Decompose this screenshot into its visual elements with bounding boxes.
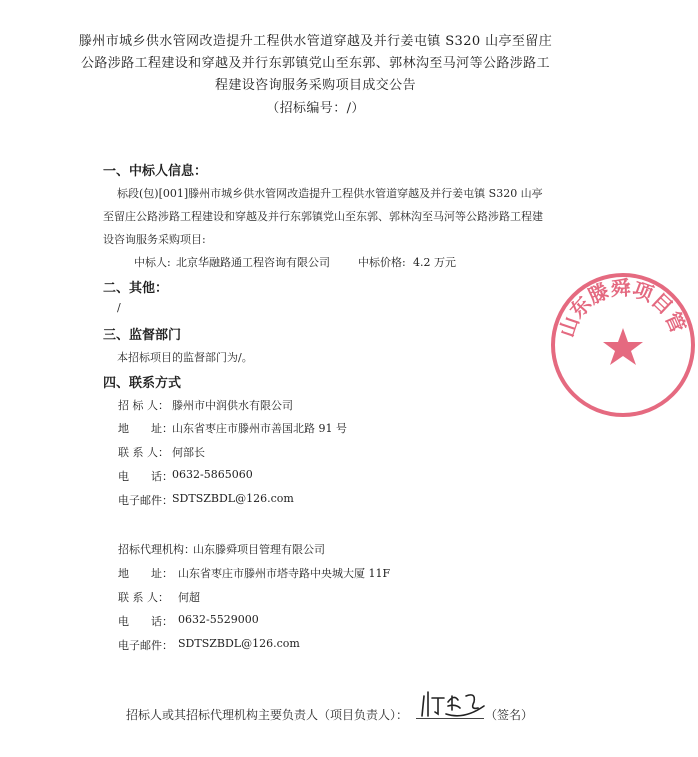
contact-value: 0632-5865060	[172, 468, 253, 481]
title-line-2: 公路涉路工程建设和穿越及并行东郭镇党山至东郭、郭林沟至马河等公路涉路工	[80, 56, 550, 71]
price-value: 4.2 万元	[413, 256, 456, 269]
contact-label: 招 标 人：	[118, 399, 169, 412]
contact-value: SDTSZBDL@126.com	[172, 492, 294, 505]
winner-paragraph-line-1: 标段(包)[001]滕州市城乡供水管网改造提升工程供水管道穿越及并行姜屯镇 S320 山亭	[117, 187, 543, 200]
title-line-1: 滕州市城乡供水管网改造提升工程供水管道穿越及并行姜屯镇 S320 山亭至留庄	[78, 34, 553, 49]
company-seal-stamp	[548, 270, 698, 420]
contact-label: 联 系 人：	[118, 446, 169, 459]
agency-value: 山东省枣庄市滕州市塔寺路中央城大厦 11F	[178, 567, 391, 580]
signature-label: 招标人或其招标代理机构主要负责人（项目负责人）：	[126, 708, 409, 722]
agency-label: 联 系 人：	[118, 591, 169, 604]
agency-label: 地 址：	[118, 567, 173, 580]
contact-value: 山东省枣庄市滕州市善国北路 91 号	[172, 422, 347, 435]
other-text: /	[117, 301, 121, 314]
agency-value: 0632-5529000	[178, 613, 259, 626]
section-supervision-heading: 三、监督部门	[103, 328, 182, 343]
handwritten-signature	[418, 686, 488, 720]
title-line-3: 程建设咨询服务采购项目成交公告	[214, 78, 416, 93]
winner-value: 北京华融路通工程咨询有限公司	[176, 256, 330, 269]
winner-paragraph-line-2: 至留庄公路涉路工程建设和穿越及并行东郭镇党山至东郭、郭林沟至马河等公路涉路工程建	[103, 210, 543, 223]
winner-paragraph-line-3: 设咨询服务采购项目:	[103, 233, 206, 246]
contact-value: 滕州市中润供水有限公司	[172, 399, 293, 412]
contact-label: 电子邮件：	[118, 494, 173, 507]
seal-text: 山东滕舜项目管	[554, 275, 691, 341]
agency-value: SDTSZBDL@126.com	[178, 637, 300, 650]
agency-label: 招标代理机构：	[118, 543, 195, 556]
section-winner-heading: 一、中标人信息：	[103, 164, 208, 179]
winner-label: 中标人:	[134, 256, 171, 269]
section-contact-heading: 四、联系方式	[103, 376, 182, 391]
supervision-text: 本招标项目的监督部门为/。	[117, 351, 253, 364]
signature-underline	[416, 718, 484, 719]
contact-label: 电 话：	[118, 470, 173, 483]
section-other-heading: 二、其他：	[103, 281, 169, 296]
contact-value: 何部长	[172, 446, 205, 459]
tender-number: （招标编号：/）	[266, 101, 365, 116]
agency-value: 山东滕舜项目管理有限公司	[193, 543, 325, 556]
agency-value: 何超	[178, 591, 200, 604]
agency-label: 电子邮件：	[118, 639, 173, 652]
price-label: 中标价格:	[358, 256, 406, 269]
agency-label: 电 话：	[118, 615, 173, 628]
signature-suffix: （签名）	[485, 708, 534, 722]
contact-label: 地 址：	[118, 422, 173, 435]
